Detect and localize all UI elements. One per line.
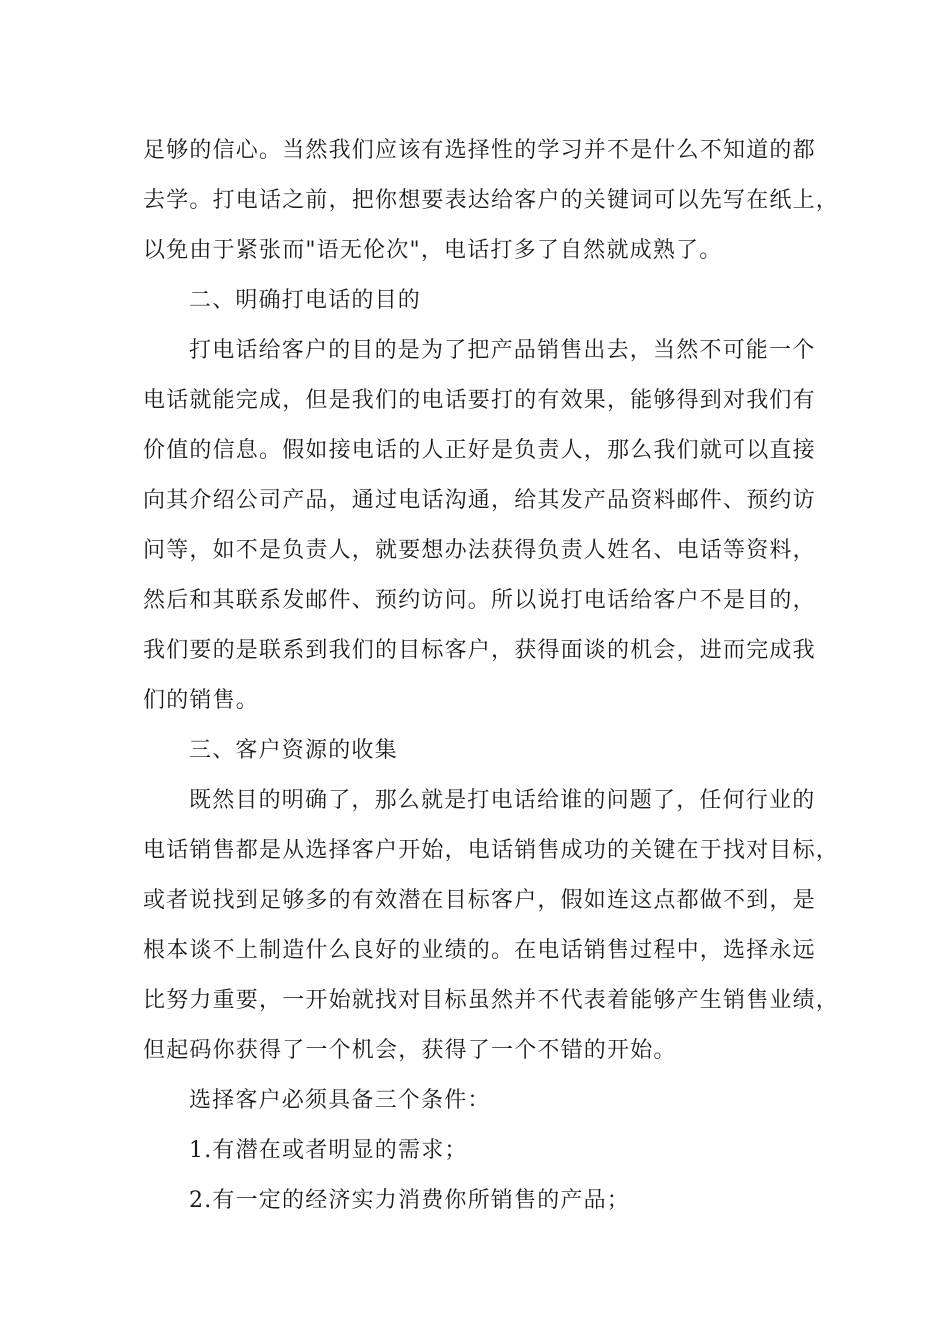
list-item: 1.有潜在或者明显的需求； [189, 1138, 468, 1163]
paragraph-line: 们的销售。 [143, 688, 260, 713]
paragraph-line: 向其介绍公司产品，通过电话沟通，给其发产品资料邮件、预约访 [143, 488, 816, 513]
paragraph-line: 我们要的是联系到我们的目标客户，获得面谈的机会，进而完成我 [143, 638, 816, 663]
paragraph-line: 以免由于紧张而"语无伦次"，电话打多了自然就成熟了。 [143, 238, 723, 263]
paragraph-line: 问等，如不是负责人，就要想办法获得负责人姓名、电话等资料， [143, 538, 816, 563]
paragraph-line: 打电话给客户的目的是为了把产品销售出去，当然不可能一个 [189, 338, 816, 363]
paragraph-line: 然后和其联系发邮件、预约访问。所以说打电话给客户不是目的， [143, 588, 816, 613]
paragraph-line: 足够的信心。当然我们应该有选择性的学习并不是什么不知道的都 [143, 138, 816, 163]
paragraph-line: 根本谈不上制造什么良好的业绩的。在电话销售过程中，选择永远 [143, 938, 816, 963]
paragraph-line: 电话销售都是从选择客户开始，电话销售成功的关键在于找对目标， [143, 838, 840, 863]
paragraph-line: 选择客户必须具备三个条件： [189, 1088, 491, 1113]
section-heading: 二、明确打电话的目的 [189, 288, 422, 313]
section-heading: 三、客户资源的收集 [189, 738, 398, 763]
list-item: 2.有一定的经济实力消费你所销售的产品； [189, 1188, 630, 1213]
paragraph-line: 或者说找到足够多的有效潜在目标客户，假如连这点都做不到，是 [143, 888, 816, 913]
paragraph-line: 电话就能完成，但是我们的电话要打的有效果，能够得到对我们有 [143, 388, 816, 413]
paragraph-line: 去学。打电话之前，把你想要表达给客户的关键词可以先写在纸上， [143, 188, 840, 213]
paragraph-line: 价值的信息。假如接电话的人正好是负责人，那么我们就可以直接 [143, 438, 816, 463]
paragraph-line: 比努力重要，一开始就找对目标虽然并不代表着能够产生销售业绩， [143, 988, 840, 1013]
paragraph-line: 既然目的明确了，那么就是打电话给谁的问题了，任何行业的 [189, 788, 816, 813]
paragraph-line: 但起码你获得了一个机会，获得了一个不错的开始。 [143, 1038, 677, 1063]
